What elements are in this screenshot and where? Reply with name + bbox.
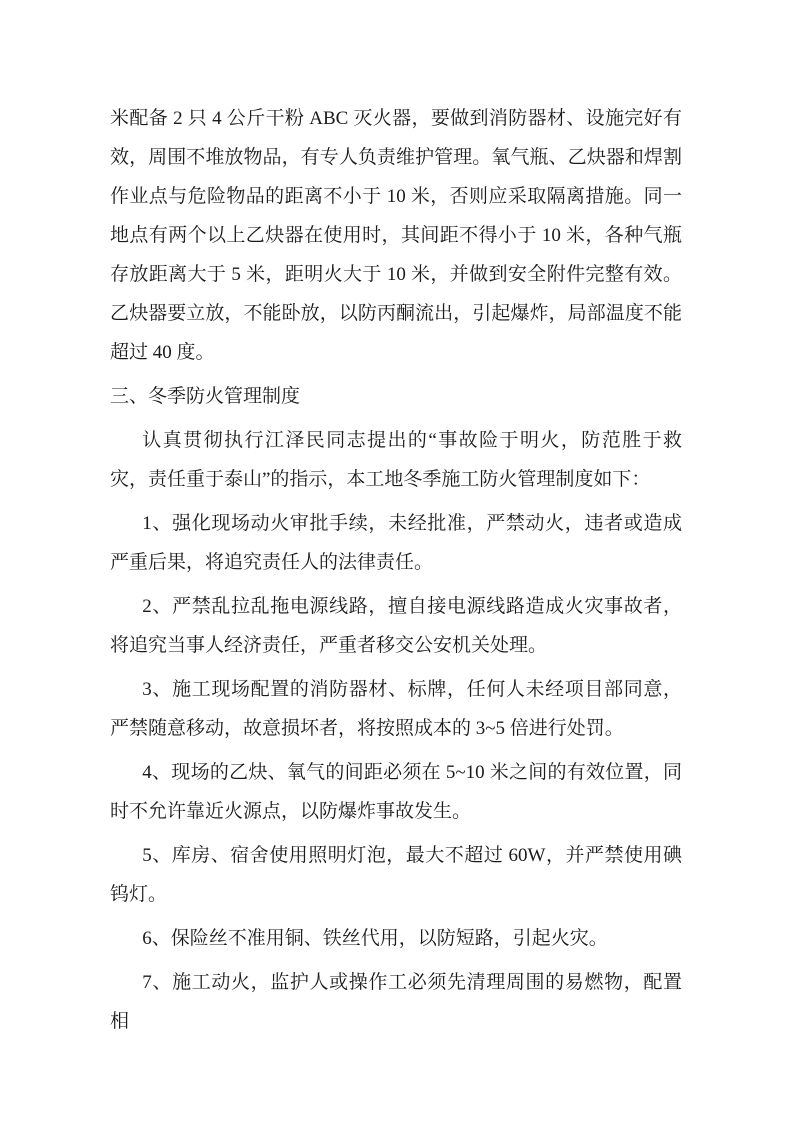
para-item-3: 3、施工现场配置的消防器材、标牌，任何人未经项目部同意，严禁随意移动，故意损坏者，将按照成本的 3~5 倍进行处罚。 (110, 679, 682, 739)
para-item-7: 7、施工动火，监护人或操作工必须先清理周围的易燃物，配置相 (110, 972, 682, 1032)
para-continuation: 米配备 2 只 4 公斤干粉 ABC 灭火器，要做到消防器材、设施完好有效，周围不堆放物品，有专人负责维护管理。氧气瓶、乙炔器和焊割作业点与危险物品的距离不小于 10 米，否则应采取隔离措施。同一地点有两个以上乙炔器在使用时，其间距不得小于 10 米，各种气瓶存放距离大于 5 米，距明火大于 10 米，并做到安全附件完整有效。乙炔器要立放，不能卧放，以防丙酮流出，引起爆炸，局部温度不能超过 40 度。 (110, 108, 682, 363)
para-item-5: 5、库房、宿舍使用照明灯泡，最大不超过 60W，并严禁使用碘钨灯。 (110, 845, 682, 905)
para-intro: 认真贯彻执行江泽民同志提出的“事故险于明火，防范胜于救灾，责任重于泰山”的指示，本工地冬季施工防火管理制度如下： (110, 430, 682, 490)
document-body (110, 99, 682, 1041)
section-heading: 三、冬季防火管理制度 (110, 386, 301, 407)
para-item-2: 2、严禁乱拉乱拖电源线路，擅自接电源线路造成火灾事故者，将追究当事人经济责任，严重者移交公安机关处理。 (110, 596, 682, 656)
para-item-1: 1、强化现场动火审批手续，未经批准，严禁动火，违者或造成严重后果，将追究责任人的法律责任。 (110, 513, 682, 573)
para-item-4: 4、现场的乙炔、氧气的间距必须在 5~10 米之间的有效位置，同时不允许靠近火源点，以防爆炸事故发生。 (110, 762, 682, 822)
para-item-6: 6、保险丝不准用铜、铁丝代用，以防短路，引起火灾。 (142, 928, 608, 949)
